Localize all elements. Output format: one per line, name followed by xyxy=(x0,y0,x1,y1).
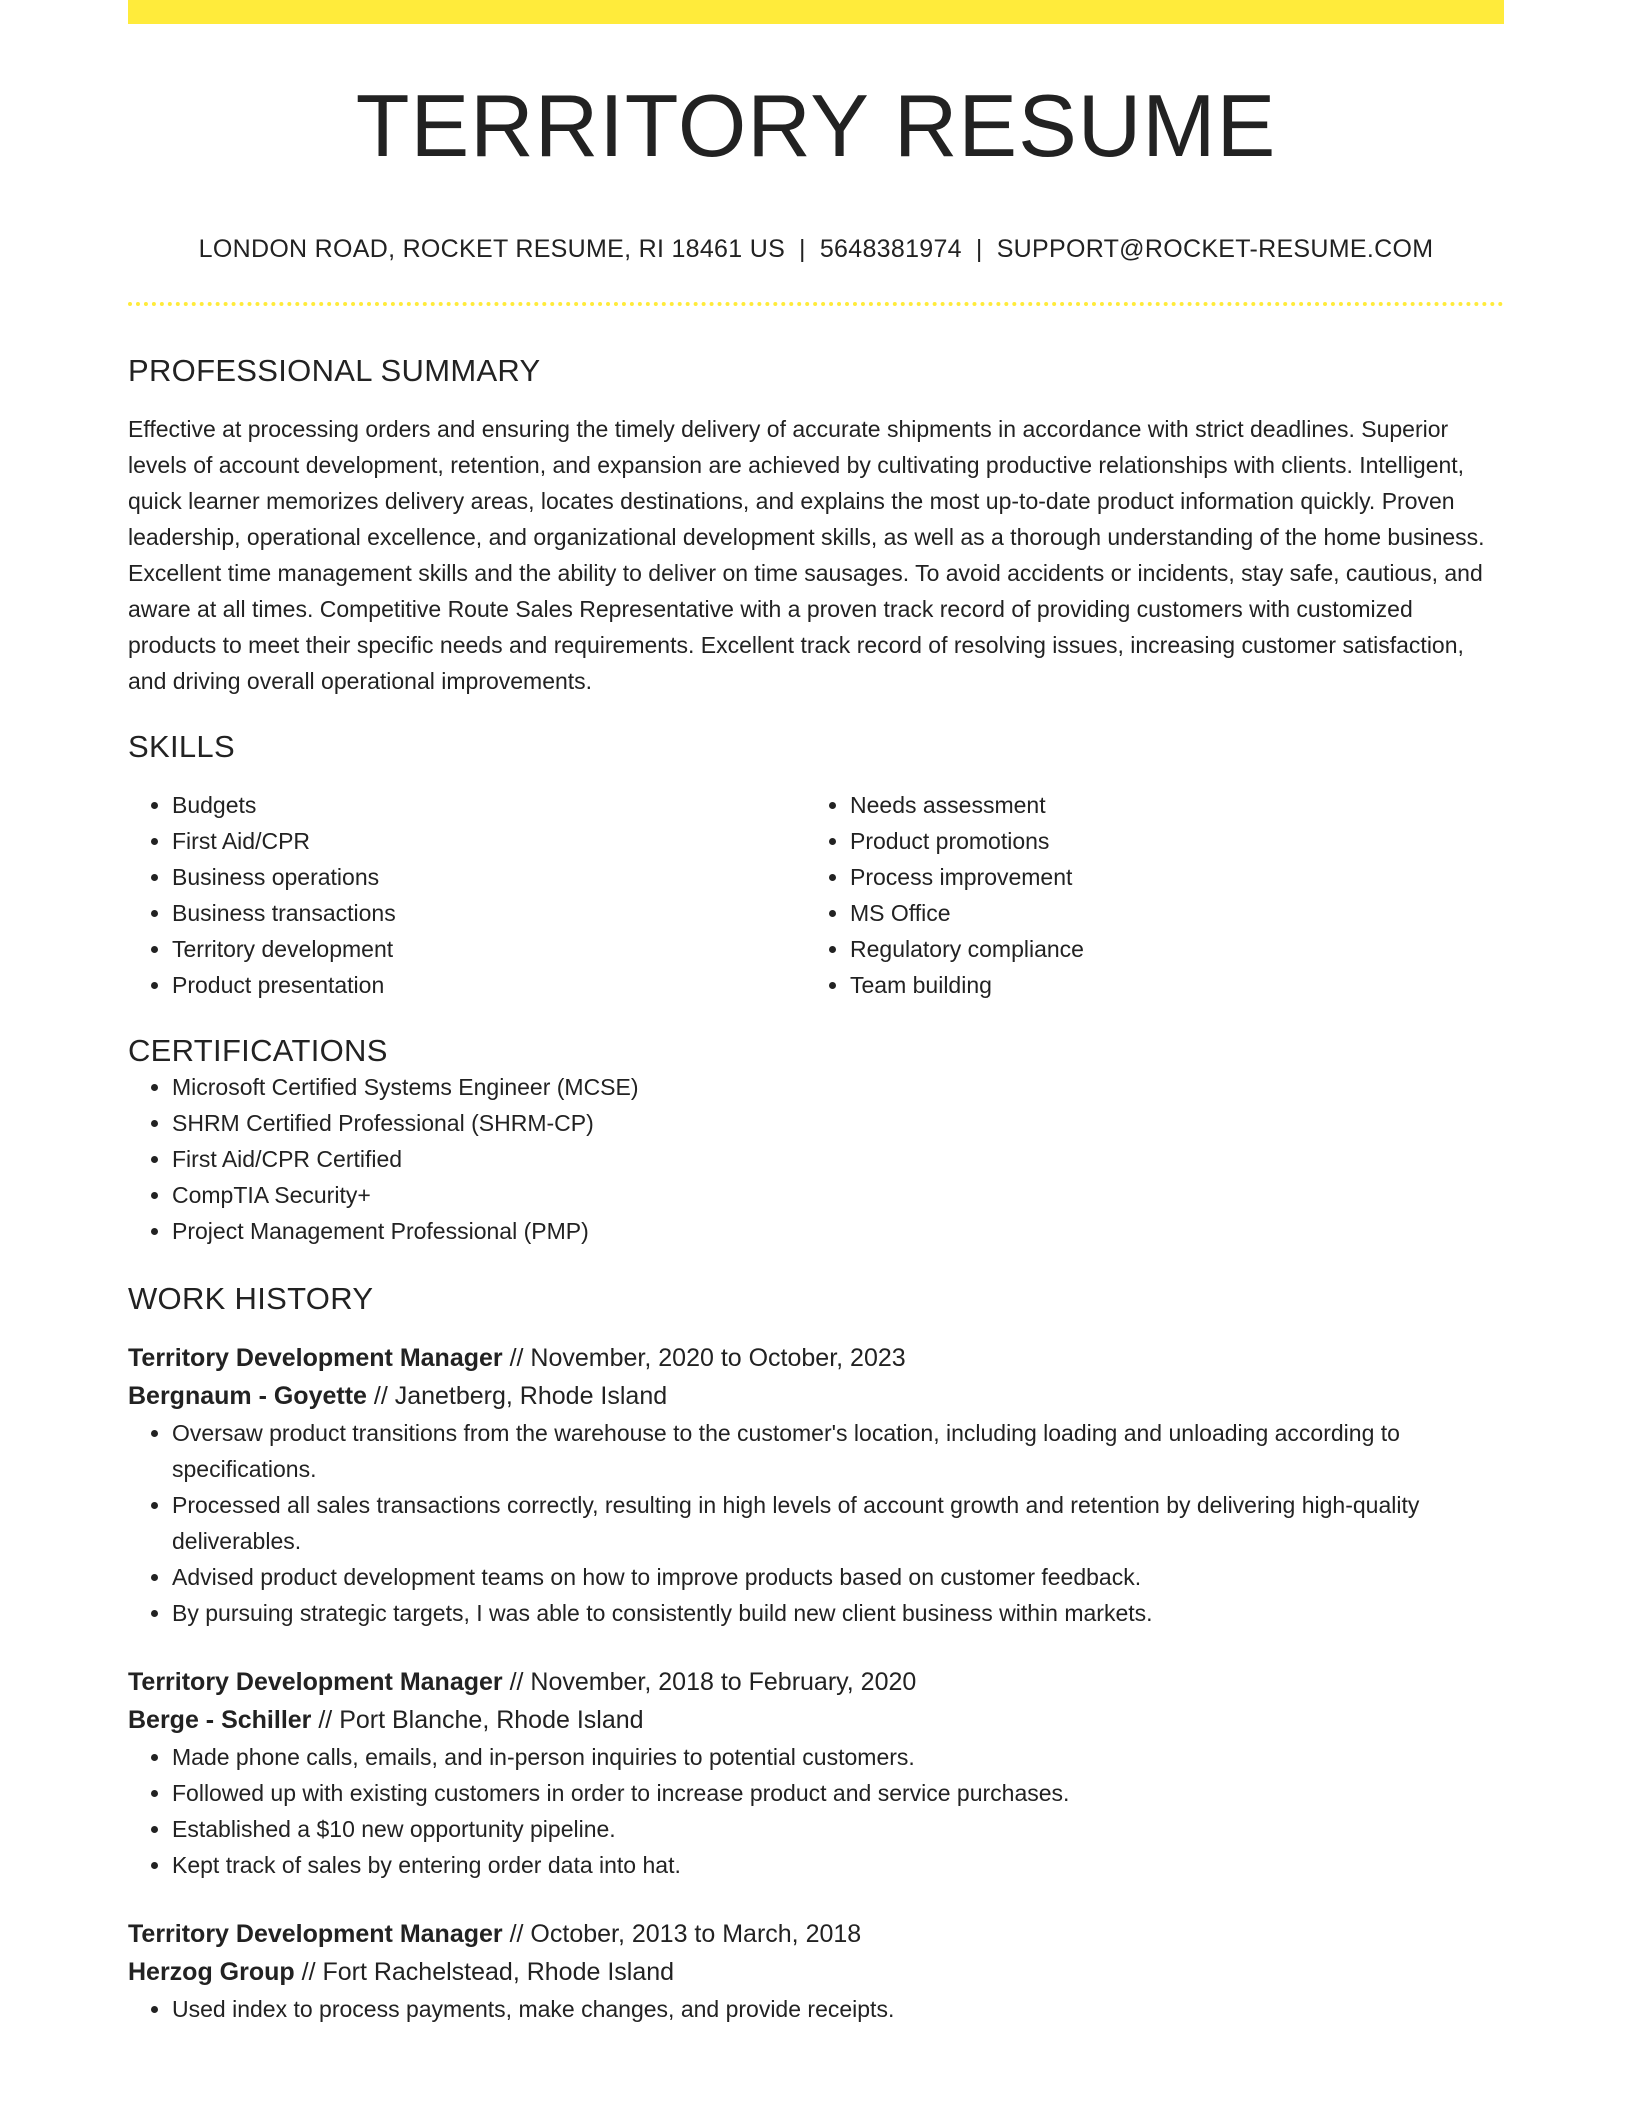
job-bullet: • Processed all sales transactions correctly, resulting in high levels of account growth and retention by delivering high-quality deliverables. xyxy=(172,1487,1504,1559)
job-company-line xyxy=(128,1953,1504,1991)
contact-separator: | xyxy=(975,235,983,263)
job-location: // Janetberg, Rhode Island xyxy=(366,1382,668,1410)
job-bullet: • Oversaw product transitions from the warehouse to the customer's location, including loading and unloading according to specifications. xyxy=(172,1415,1504,1487)
resume-name: TERRITORY RESUME xyxy=(355,76,1277,175)
skill-item: • MS Office xyxy=(850,895,1484,931)
certifications-heading: CERTIFICATIONS xyxy=(128,1033,388,1068)
job-company: Herzog Group xyxy=(128,1958,295,1986)
job-bullet: • Advised product development teams on how to improve products based on customer feedback. xyxy=(172,1559,1504,1595)
skill-item: • Needs assessment xyxy=(850,787,1484,823)
job-dates: // November, 2020 to October, 2023 xyxy=(502,1344,906,1372)
job-dates: // November, 2018 to February, 2020 xyxy=(502,1668,917,1696)
skill-item: • Product promotions xyxy=(850,823,1484,859)
job-title: Territory Development Manager xyxy=(128,1668,503,1696)
contact-phone: 5648381974 xyxy=(819,235,962,263)
job-title-line xyxy=(128,1915,1504,1953)
summary-text: Effective at processing orders and ensuring the timely delivery of accurate shipments in accordance with strict deadlines. Superior levels of account development, retention, and expansion are achieved by cultivating productive relationships with clients. Intelligent, quick learner memorizes delivery areas, locates destinations, and explains the most up-to-date product information quickly. Proven leadership, operational excellence, and organizational development skills, as well as a thorough understanding of the home business. Excellent time management skills and the ability to deliver on time sausages. To avoid accidents or incidents, stay safe, cautious, and aware at all times. Competitive Route Sales Representative with a proven track record of providing customers with customized products to meet their specific needs and requirements. Excellent track record of resolving issues, increasing customer satisfaction, and driving overall operational improvements. xyxy=(128,416,1485,694)
header-divider xyxy=(128,302,1504,306)
certification-item: • Microsoft Certified Systems Engineer (MCSE) xyxy=(172,1069,1504,1105)
skill-item: • First Aid/CPR xyxy=(172,823,806,859)
job-bullets xyxy=(128,1415,1504,1631)
skill-item: • Product presentation xyxy=(172,967,806,1003)
job-dates: // October, 2013 to March, 2018 xyxy=(502,1920,862,1948)
job-title-line xyxy=(128,1663,1504,1701)
resume-page xyxy=(128,0,1504,2027)
certification-item: • SHRM Certified Professional (SHRM-CP) xyxy=(172,1105,1504,1141)
job-location: // Port Blanche, Rhode Island xyxy=(311,1706,644,1734)
contact-email: SUPPORT@ROCKET-RESUME.COM xyxy=(996,235,1434,263)
job-title: Territory Development Manager xyxy=(128,1344,503,1372)
job-title: Territory Development Manager xyxy=(128,1920,503,1948)
job-bullet: • Established a $10 new opportunity pipeline. xyxy=(172,1811,1504,1847)
job-company: Berge - Schiller xyxy=(128,1706,312,1734)
skill-item: • Budgets xyxy=(172,787,806,823)
certification-item: • First Aid/CPR Certified xyxy=(172,1141,1504,1177)
skills-heading: SKILLS xyxy=(128,729,235,764)
skills-column-left xyxy=(128,787,806,1003)
skill-item: • Business operations xyxy=(172,859,806,895)
skill-item: • Process improvement xyxy=(850,859,1484,895)
job-entry xyxy=(128,1663,1504,1883)
job-location: // Fort Rachelstead, Rhode Island xyxy=(294,1958,675,1986)
job-bullet: • By pursuing strategic targets, I was able to consistently build new client business within markets. xyxy=(172,1595,1504,1631)
job-bullet: • Followed up with existing customers in order to increase product and service purchases. xyxy=(172,1775,1504,1811)
job-entry xyxy=(128,1915,1504,2027)
job-company-line xyxy=(128,1377,1504,1415)
job-title-line xyxy=(128,1339,1504,1377)
skills-column-right xyxy=(806,787,1484,1003)
certification-item: • Project Management Professional (PMP) xyxy=(172,1213,1504,1249)
work-history-heading: WORK HISTORY xyxy=(128,1281,374,1316)
contact-address: LONDON ROAD, ROCKET RESUME, RI 18461 US xyxy=(198,235,786,263)
job-bullet: • Made phone calls, emails, and in-person inquiries to potential customers. xyxy=(172,1739,1504,1775)
job-bullet: • Used index to process payments, make changes, and provide receipts. xyxy=(172,1991,1504,2027)
skill-item: • Team building xyxy=(850,967,1484,1003)
job-entry xyxy=(128,1339,1504,1631)
skill-item: • Business transactions xyxy=(172,895,806,931)
job-bullets xyxy=(128,1739,1504,1883)
skills-grid xyxy=(128,787,1504,1003)
job-bullet: • Kept track of sales by entering order data into hat. xyxy=(172,1847,1504,1883)
certification-item: • CompTIA Security+ xyxy=(172,1177,1504,1213)
certifications-list xyxy=(128,1069,1504,1249)
job-bullets xyxy=(128,1991,1504,2027)
top-accent-bar xyxy=(128,0,1504,24)
job-company: Bergnaum - Goyette xyxy=(128,1382,367,1410)
job-company-line xyxy=(128,1701,1504,1739)
skill-item: • Territory development xyxy=(172,931,806,967)
contact-line xyxy=(128,235,1504,264)
summary-heading: PROFESSIONAL SUMMARY xyxy=(128,353,541,388)
skill-item: • Regulatory compliance xyxy=(850,931,1484,967)
contact-separator: | xyxy=(799,235,806,263)
